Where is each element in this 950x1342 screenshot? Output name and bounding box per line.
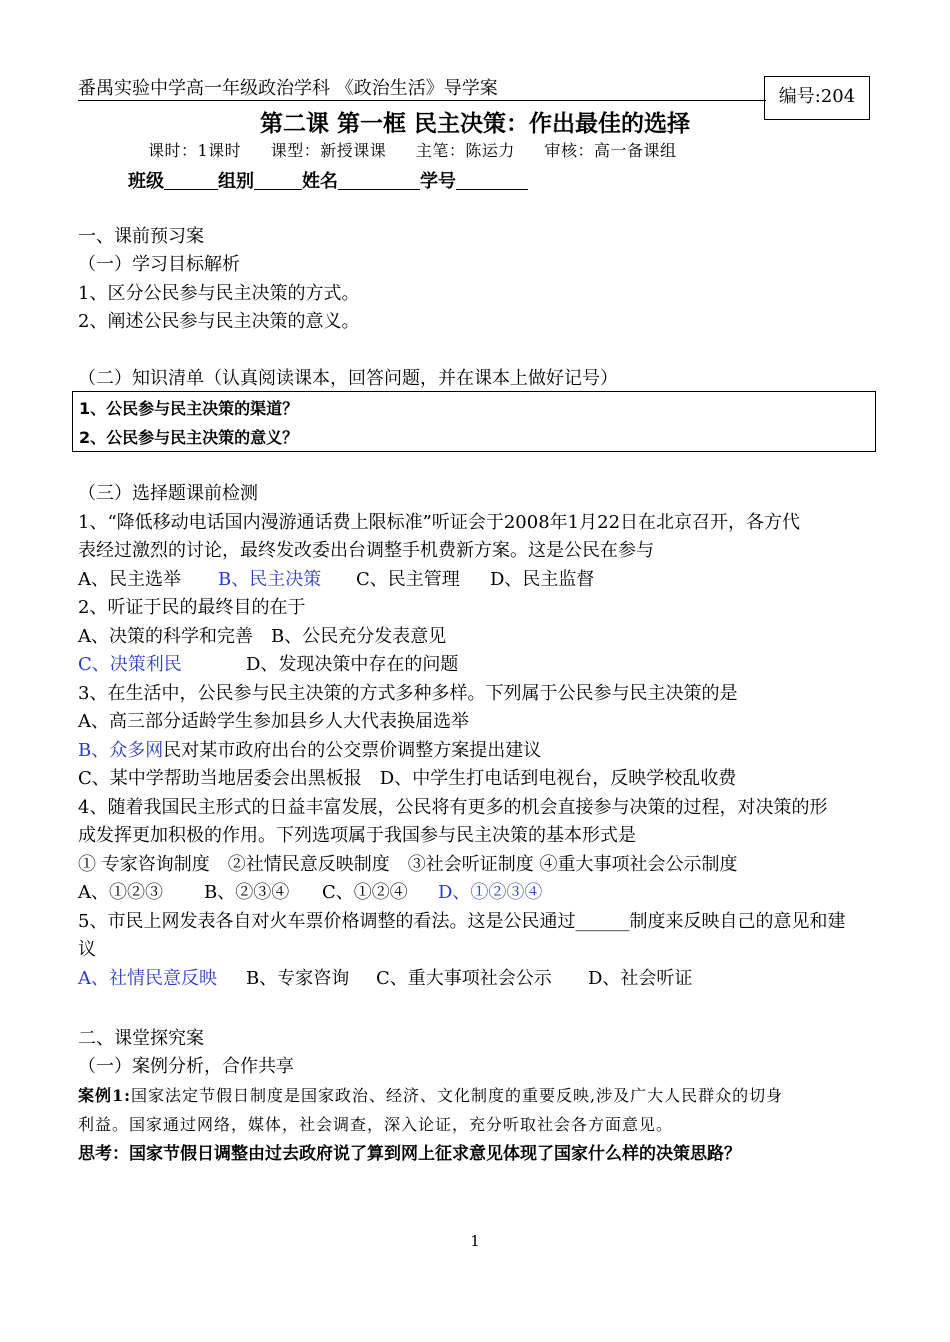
q4-option-c: C、①②④ <box>322 882 408 903</box>
knowledge-question: 2、公民参与民主决策的意义？ <box>79 428 299 447</box>
q3-options-cd: C、某中学帮助当地居委会出黑板报 D、中学生打电话到电视台，反映学校乱收费 <box>78 768 737 789</box>
meta-type: 课型：新授课课 <box>270 141 387 160</box>
q1-option-a: A、民主选举 <box>78 569 181 590</box>
think-question: 思考：国家节假日调整由过去政府说了算到网上征求意见体现了国家什么样的决策思路？ <box>78 1144 741 1164</box>
q3-stem: 3、在生活中，公民参与民主决策的方式多种多样。下列属于公民参与民主决策的是 <box>78 683 738 704</box>
knowledge-box <box>72 391 876 452</box>
q2-options-ab: A、决策的科学和完善 B、公民充分发表意见 <box>78 626 447 647</box>
q1-option-d: D、民主监督 <box>490 569 595 590</box>
case-label: 案例1: <box>78 1086 132 1105</box>
q2-stem: 2、听证于民的最终目的在于 <box>78 597 306 618</box>
field-class-label: 班级 <box>128 171 164 192</box>
q1-option-c: C、民主管理 <box>356 569 460 590</box>
q4-stem-line1: 4、随着我国民主形式的日益丰富发展，公民将有更多的机会直接参与决策的过程，对决策的形 <box>78 797 828 818</box>
q4-option-a: A、①②③ <box>78 882 163 903</box>
q5-stem-line2: 议 <box>78 939 96 960</box>
knowledge-question: 1、公民参与民主决策的渠道？ <box>79 399 299 418</box>
number-value: 204 <box>820 86 856 107</box>
section1-heading: 一、课前预习案 <box>78 226 204 247</box>
meta-reviewer: 审核：高一备课组 <box>544 141 677 160</box>
q1-option-b-answer: B、民主决策 <box>218 569 322 590</box>
q3-option-b <box>78 737 541 765</box>
goals-heading: （一）学习目标解析 <box>78 254 240 275</box>
page-title: 第二课 第一框 民主决策：作出最佳的选择 <box>259 111 690 137</box>
knowledge-heading: （二）知识清单（认真阅读课本，回答问题，并在课本上做好记号） <box>78 368 618 389</box>
field-name-label: 姓名 <box>302 171 338 192</box>
q4-option-b: B、②③④ <box>204 882 290 903</box>
number-label: 编号: <box>778 86 821 107</box>
q5-option-a-answer: A、社情民意反映 <box>78 968 217 989</box>
q3-option-a: A、高三部分适龄学生参加县乡人大代表换届选举 <box>78 711 469 732</box>
case-line1 <box>78 1082 783 1110</box>
goal-item: 2、阐述公民参与民主决策的意义。 <box>78 311 360 332</box>
q5-option-b: B、专家咨询 <box>246 968 350 989</box>
section2-heading: 二、课堂探究案 <box>78 1028 204 1049</box>
meta-hours: 课时：1课时 <box>148 141 242 160</box>
page-number: 1 <box>470 1232 480 1250</box>
student-info-fields <box>128 167 528 193</box>
q5-stem-line1: 5、市民上网发表各自对火车票价格调整的看法。这是公民通过______制度来反映自己的意见和建 <box>78 911 846 932</box>
field-id-label: 学号 <box>420 171 456 192</box>
field-class-input[interactable] <box>164 171 218 190</box>
q1-stem-line2: 表经过激烈的讨论，最终发改委出台调整手机费新方案。这是公民在参与 <box>78 540 654 561</box>
section2-subheading: （一）案例分析，合作共享 <box>78 1056 294 1077</box>
q1-stem-line1: 1、“降低移动电话国内漫游通话费上限标准”听证会于2008年1月22日在北京召开，各方代 <box>78 512 801 533</box>
q2-option-c-answer: C、决策利民 <box>78 654 182 675</box>
q3-option-b-text: 民对某市政府出台的公交票价调整方案提出建议 <box>163 740 542 761</box>
q4-items: ① 专家咨询制度 ②社情民意反映制度 ③社会听证制度 ④重大事项社会公示制度 <box>78 854 738 875</box>
quiz-heading: （三）选择题课前检测 <box>78 483 258 504</box>
case-line2: 利益。国家通过网络，媒体，社会调查，深入论证，充分听取社会各方面意见。 <box>78 1115 674 1134</box>
q4-stem-line2: 成发挥更加积极的作用。下列选项属于我国参与民主决策的基本形式是 <box>78 825 636 846</box>
field-name-input[interactable] <box>338 171 420 190</box>
goal-item: 1、区分公民参与民主决策的方式。 <box>78 283 360 304</box>
field-group-label: 组别 <box>218 171 254 192</box>
q2-option-d: D、发现决策中存在的问题 <box>246 654 459 675</box>
q4-option-d-answer: D、①②③④ <box>438 882 543 903</box>
lesson-meta <box>148 138 701 161</box>
meta-author: 主笔：陈运力 <box>415 141 515 160</box>
q5-option-c: C、重大事项社会公示 <box>376 968 552 989</box>
header-divider <box>78 100 766 101</box>
field-group-input[interactable] <box>254 171 302 190</box>
header-school: 番禺实验中学高一年级政治学科 《政治生活》导学案 <box>78 78 498 99</box>
q3-option-b-answer: B、众多网 <box>78 740 164 761</box>
q5-option-d: D、社会听证 <box>588 968 693 989</box>
field-id-input[interactable] <box>456 171 528 190</box>
case-text-1: 国家法定节假日制度是国家政治、经济、文化制度的重要反映,涉及广大人民群众的切身 <box>131 1086 784 1105</box>
